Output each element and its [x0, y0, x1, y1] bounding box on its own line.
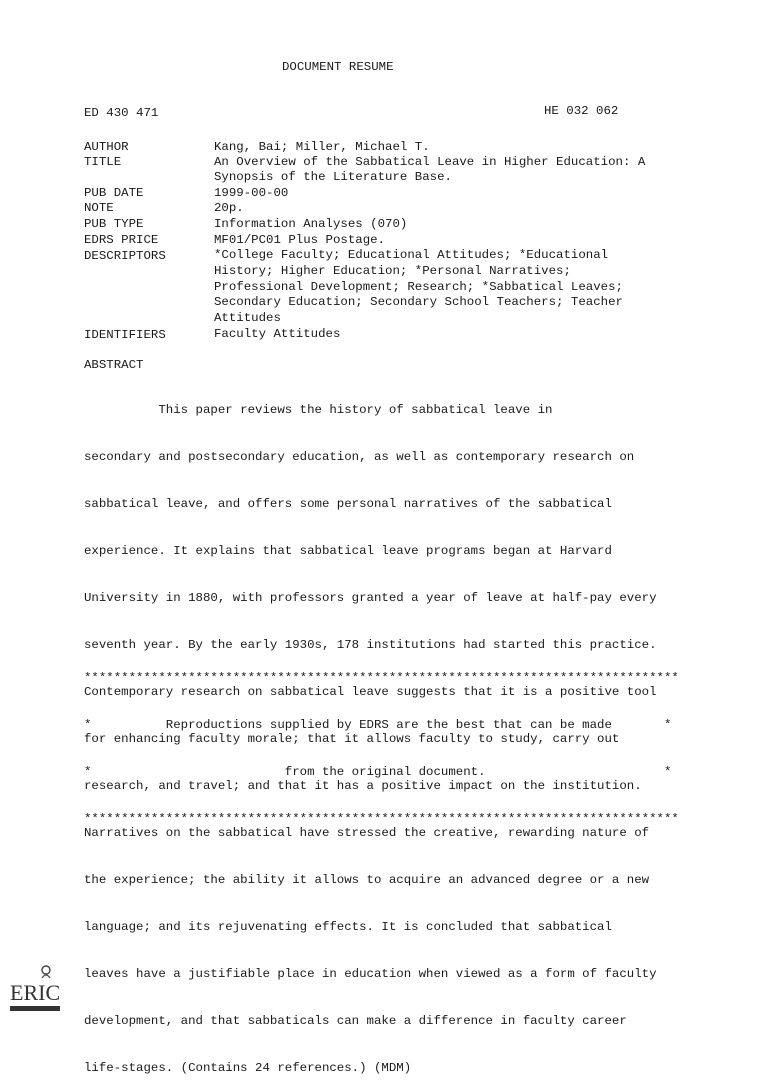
field-value-title-line1: An Overview of the Sabbatical Leave in Higher Education: A	[214, 155, 646, 169]
field-value-descriptors-line2: History; Higher Education; *Personal Narratives;	[214, 264, 571, 278]
ed-number: ED 430 471	[84, 106, 159, 120]
field-value-descriptors-line1: *College Faculty; Educational Attitudes; *Educational	[214, 248, 609, 262]
field-value-identifiers: Faculty Attitudes	[214, 327, 341, 341]
field-value-pub-date: 1999-00-00	[214, 186, 289, 200]
abstract-line: research, and travel; and that it has a positive impact on the institution.	[84, 779, 642, 794]
banner-star-row: ********************************************************************************	[84, 671, 679, 686]
banner-line: * from the original document. *	[84, 764, 672, 779]
field-value-title-line2: Synopsis of the Literature Base.	[214, 170, 452, 184]
field-value-descriptors-line4: Secondary Education; Secondary School Teachers; Teacher	[214, 295, 623, 309]
abstract-line: leaves have a justifiable place in education when viewed as a form of faculty	[84, 966, 657, 981]
eric-logo	[6, 964, 66, 1016]
abstract-line: language; and its rejuvenating effects. It is concluded that sabbatical	[84, 919, 612, 934]
abstract-line: University in 1880, with professors granted a year of leave at half-pay every	[84, 591, 657, 606]
banner-star-row: ********************************************************************************	[84, 811, 679, 826]
field-value-pub-type: Information Analyses (070)	[214, 217, 408, 231]
field-label-author: AUTHOR	[84, 140, 129, 154]
abstract-line: for enhancing faculty morale; that it allows faculty to study, carry out	[84, 732, 620, 747]
field-label-title: TITLE	[84, 155, 122, 169]
he-number: HE 032 062	[544, 104, 619, 118]
abstract-label: ABSTRACT	[84, 358, 144, 372]
abstract-line: the experience; the ability it allows to acquire an advanced degree or a new	[84, 873, 650, 887]
abstract-line: development, and that sabbaticals can make a difference in faculty career	[84, 1013, 627, 1028]
field-value-descriptors-line5: Attitudes	[214, 311, 281, 325]
abstract-line: experience. It explains that sabbatical leave programs began at Harvard	[84, 544, 612, 559]
eric-logo-text: ERIC	[10, 980, 61, 1005]
reproduction-banner	[84, 640, 679, 843]
field-value-edrs-price: MF01/PC01 Plus Postage.	[214, 233, 386, 247]
field-value-author: Kang, Bai; Miller, Michael T.	[214, 140, 430, 154]
field-value-descriptors-line3: Professional Development; Research; *Sabbatical Leaves;	[214, 280, 623, 294]
field-value-note: 20p.	[214, 201, 244, 215]
field-label-pub-type: PUB TYPE	[84, 217, 144, 231]
abstract-line: sabbatical leave, and offers some personal narratives of the sabbatical	[84, 497, 612, 512]
eric-logo-icon	[6, 964, 66, 1016]
field-label-descriptors: DESCRIPTORS	[84, 249, 166, 263]
abstract-line: seventh year. By the early 1930s, 178 institutions had started this practice.	[84, 638, 657, 653]
abstract-line: This paper reviews the history of sabbatical leave in	[84, 403, 553, 418]
field-label-note: NOTE	[84, 201, 114, 215]
banner-line: * Reproductions supplied by EDRS are the best that can be made *	[84, 717, 672, 732]
field-label-pub-date: PUB DATE	[84, 186, 144, 200]
document-title: DOCUMENT RESUME	[282, 60, 394, 74]
abstract-line: secondary and postsecondary education, as well as contemporary research on	[84, 450, 635, 465]
field-label-identifiers: IDENTIFIERS	[84, 328, 166, 342]
abstract-line: Narratives on the sabbatical have stressed the creative, rewarding nature of	[84, 826, 650, 841]
field-label-edrs-price: EDRS PRICE	[84, 233, 159, 247]
abstract-line: Contemporary research on sabbatical leave suggests that it is a positive tool	[84, 685, 657, 700]
abstract-line: life-stages. (Contains 24 references.) (MDM)	[84, 1060, 412, 1075]
